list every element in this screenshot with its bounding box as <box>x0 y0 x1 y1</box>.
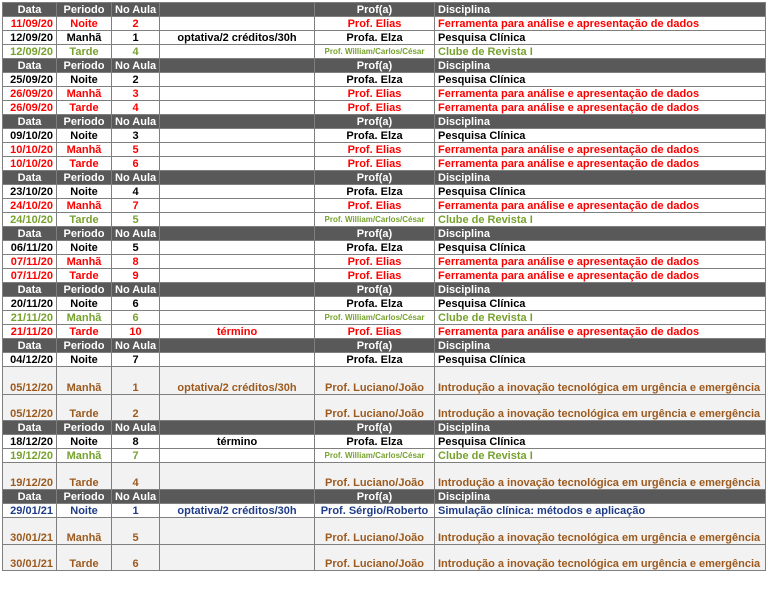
table-row <box>3 199 766 213</box>
table-row <box>3 129 766 143</box>
cell-date: 23/10/20 <box>3 185 57 199</box>
table-row <box>3 504 766 518</box>
header-row <box>3 227 766 241</box>
cell-class-number: 2 <box>112 17 160 31</box>
cell-period: Tarde <box>57 325 112 339</box>
table-row <box>3 269 766 283</box>
header-subject: Disciplina <box>435 3 766 17</box>
cell-professor: Prof. Elias <box>315 325 435 339</box>
table-row <box>3 367 766 395</box>
cell-professor: Prof. Elias <box>315 269 435 283</box>
cell-date: 21/11/20 <box>3 325 57 339</box>
header-class-number: No Aula <box>112 339 160 353</box>
header-notes <box>160 339 315 353</box>
header-date: Data <box>3 421 57 435</box>
cell-period: Manhã <box>57 31 112 45</box>
cell-date: 19/12/20 <box>3 463 57 490</box>
cell-period: Manhã <box>57 143 112 157</box>
cell-professor: Prof. Elias <box>315 255 435 269</box>
header-professor: Prof(a) <box>315 59 435 73</box>
header-period: Periodo <box>57 227 112 241</box>
cell-period: Tarde <box>57 213 112 227</box>
header-professor: Prof(a) <box>315 490 435 504</box>
cell-date: 06/11/20 <box>3 241 57 255</box>
cell-date: 05/12/20 <box>3 395 57 421</box>
cell-notes <box>160 518 315 545</box>
header-period: Periodo <box>57 490 112 504</box>
header-class-number: No Aula <box>112 59 160 73</box>
cell-notes <box>160 463 315 490</box>
cell-class-number: 9 <box>112 269 160 283</box>
header-date: Data <box>3 283 57 297</box>
header-period: Periodo <box>57 59 112 73</box>
cell-notes: optativa/2 créditos/30h <box>160 31 315 45</box>
cell-notes <box>160 297 315 311</box>
table-row <box>3 325 766 339</box>
header-notes <box>160 490 315 504</box>
cell-professor: Profa. Elza <box>315 129 435 143</box>
header-class-number: No Aula <box>112 171 160 185</box>
cell-professor: Profa. Elza <box>315 241 435 255</box>
cell-subject: Ferramenta para análise e apresentação de dados <box>435 199 766 213</box>
header-row <box>3 421 766 435</box>
header-row <box>3 59 766 73</box>
cell-class-number: 6 <box>112 157 160 171</box>
header-date: Data <box>3 227 57 241</box>
cell-notes <box>160 545 315 571</box>
header-professor: Prof(a) <box>315 421 435 435</box>
cell-date: 11/09/20 <box>3 17 57 31</box>
cell-period: Tarde <box>57 101 112 115</box>
cell-period: Noite <box>57 73 112 87</box>
cell-subject: Pesquisa Clínica <box>435 435 766 449</box>
cell-notes <box>160 87 315 101</box>
cell-professor: Prof. Luciano/João <box>315 395 435 421</box>
cell-period: Tarde <box>57 45 112 59</box>
cell-professor: Profa. Elza <box>315 73 435 87</box>
cell-class-number: 5 <box>112 143 160 157</box>
header-subject: Disciplina <box>435 490 766 504</box>
header-class-number: No Aula <box>112 421 160 435</box>
cell-notes <box>160 449 315 463</box>
cell-period: Tarde <box>57 269 112 283</box>
table-row <box>3 213 766 227</box>
table-row <box>3 297 766 311</box>
cell-subject: Introdução a inovação tecnológica em urgência e emergência <box>435 545 766 571</box>
cell-subject: Pesquisa Clínica <box>435 353 766 367</box>
header-notes <box>160 283 315 297</box>
cell-class-number: 5 <box>112 241 160 255</box>
cell-notes: término <box>160 435 315 449</box>
table-row <box>3 87 766 101</box>
cell-date: 19/12/20 <box>3 449 57 463</box>
header-subject: Disciplina <box>435 227 766 241</box>
cell-period: Noite <box>57 353 112 367</box>
cell-professor: Prof. William/Carlos/César <box>315 311 435 325</box>
cell-subject: Ferramenta para análise e apresentação de dados <box>435 325 766 339</box>
cell-professor: Prof. Elias <box>315 199 435 213</box>
cell-period: Manhã <box>57 199 112 213</box>
cell-date: 30/01/21 <box>3 518 57 545</box>
cell-period: Manhã <box>57 518 112 545</box>
cell-subject: Introdução a inovação tecnológica em urgência e emergência <box>435 463 766 490</box>
header-period: Periodo <box>57 115 112 129</box>
cell-notes <box>160 255 315 269</box>
cell-notes <box>160 129 315 143</box>
cell-professor: Prof. Elias <box>315 143 435 157</box>
header-subject: Disciplina <box>435 59 766 73</box>
cell-subject: Clube de Revista I <box>435 311 766 325</box>
header-class-number: No Aula <box>112 283 160 297</box>
cell-professor: Prof. Sérgio/Roberto <box>315 504 435 518</box>
cell-class-number: 5 <box>112 213 160 227</box>
cell-date: 29/01/21 <box>3 504 57 518</box>
cell-professor: Profa. Elza <box>315 31 435 45</box>
cell-class-number: 1 <box>112 504 160 518</box>
cell-subject: Introdução a inovação tecnológica em urgência e emergência <box>435 367 766 395</box>
cell-subject: Ferramenta para análise e apresentação de dados <box>435 101 766 115</box>
cell-subject: Clube de Revista I <box>435 449 766 463</box>
cell-period: Noite <box>57 185 112 199</box>
cell-date: 20/11/20 <box>3 297 57 311</box>
cell-subject: Ferramenta para análise e apresentação de dados <box>435 255 766 269</box>
cell-subject: Pesquisa Clínica <box>435 73 766 87</box>
cell-professor: Prof. Elias <box>315 17 435 31</box>
cell-professor: Profa. Elza <box>315 435 435 449</box>
cell-period: Noite <box>57 504 112 518</box>
cell-period: Manhã <box>57 367 112 395</box>
cell-subject: Simulação clínica: métodos e aplicação <box>435 504 766 518</box>
cell-subject: Ferramenta para análise e apresentação de dados <box>435 17 766 31</box>
cell-class-number: 1 <box>112 367 160 395</box>
cell-date: 07/11/20 <box>3 269 57 283</box>
table-row <box>3 31 766 45</box>
cell-date: 24/10/20 <box>3 213 57 227</box>
cell-class-number: 1 <box>112 31 160 45</box>
cell-date: 26/09/20 <box>3 87 57 101</box>
cell-professor: Prof. Luciano/João <box>315 545 435 571</box>
cell-subject: Introdução a inovação tecnológica em urgência e emergência <box>435 518 766 545</box>
table-row <box>3 17 766 31</box>
cell-professor: Prof. Elias <box>315 101 435 115</box>
header-date: Data <box>3 59 57 73</box>
cell-notes: optativa/2 créditos/30h <box>160 504 315 518</box>
cell-professor: Prof. Luciano/João <box>315 518 435 545</box>
cell-class-number: 2 <box>112 395 160 421</box>
header-professor: Prof(a) <box>315 3 435 17</box>
cell-professor: Prof. William/Carlos/César <box>315 213 435 227</box>
cell-professor: Profa. Elza <box>315 353 435 367</box>
header-row <box>3 339 766 353</box>
header-notes <box>160 171 315 185</box>
header-professor: Prof(a) <box>315 171 435 185</box>
header-period: Periodo <box>57 3 112 17</box>
header-professor: Prof(a) <box>315 115 435 129</box>
table-row <box>3 241 766 255</box>
cell-date: 04/12/20 <box>3 353 57 367</box>
cell-class-number: 4 <box>112 45 160 59</box>
cell-notes <box>160 157 315 171</box>
cell-class-number: 2 <box>112 73 160 87</box>
cell-class-number: 7 <box>112 449 160 463</box>
cell-date: 25/09/20 <box>3 73 57 87</box>
header-notes <box>160 59 315 73</box>
cell-subject: Pesquisa Clínica <box>435 129 766 143</box>
cell-period: Tarde <box>57 545 112 571</box>
header-subject: Disciplina <box>435 283 766 297</box>
cell-period: Manhã <box>57 87 112 101</box>
cell-class-number: 7 <box>112 199 160 213</box>
cell-date: 21/11/20 <box>3 311 57 325</box>
cell-subject: Ferramenta para análise e apresentação de dados <box>435 87 766 101</box>
cell-date: 05/12/20 <box>3 367 57 395</box>
cell-period: Tarde <box>57 157 112 171</box>
header-date: Data <box>3 171 57 185</box>
cell-class-number: 3 <box>112 87 160 101</box>
cell-date: 10/10/20 <box>3 157 57 171</box>
cell-class-number: 4 <box>112 185 160 199</box>
cell-notes <box>160 199 315 213</box>
table-row <box>3 73 766 87</box>
header-date: Data <box>3 339 57 353</box>
cell-period: Noite <box>57 435 112 449</box>
cell-professor: Profa. Elza <box>315 297 435 311</box>
header-class-number: No Aula <box>112 3 160 17</box>
table-row <box>3 395 766 421</box>
header-class-number: No Aula <box>112 115 160 129</box>
cell-period: Tarde <box>57 395 112 421</box>
table-row <box>3 143 766 157</box>
header-professor: Prof(a) <box>315 339 435 353</box>
header-row <box>3 171 766 185</box>
header-row <box>3 3 766 17</box>
cell-subject: Pesquisa Clínica <box>435 241 766 255</box>
table-row <box>3 449 766 463</box>
cell-notes <box>160 213 315 227</box>
cell-notes <box>160 269 315 283</box>
table-row <box>3 255 766 269</box>
cell-date: 09/10/20 <box>3 129 57 143</box>
cell-subject: Introdução a inovação tecnológica em urgência e emergência <box>435 395 766 421</box>
header-date: Data <box>3 490 57 504</box>
cell-subject: Clube de Revista I <box>435 45 766 59</box>
header-period: Periodo <box>57 421 112 435</box>
schedule-table <box>2 2 766 571</box>
cell-class-number: 7 <box>112 353 160 367</box>
cell-notes <box>160 73 315 87</box>
header-notes <box>160 115 315 129</box>
cell-subject: Pesquisa Clínica <box>435 297 766 311</box>
cell-notes <box>160 17 315 31</box>
cell-class-number: 6 <box>112 311 160 325</box>
cell-notes <box>160 45 315 59</box>
header-period: Periodo <box>57 339 112 353</box>
cell-subject: Pesquisa Clínica <box>435 31 766 45</box>
cell-class-number: 5 <box>112 518 160 545</box>
header-row <box>3 490 766 504</box>
cell-class-number: 4 <box>112 101 160 115</box>
cell-notes: optativa/2 créditos/30h <box>160 367 315 395</box>
header-period: Periodo <box>57 171 112 185</box>
cell-notes <box>160 353 315 367</box>
cell-date: 12/09/20 <box>3 45 57 59</box>
cell-period: Manhã <box>57 449 112 463</box>
cell-professor: Prof. William/Carlos/César <box>315 45 435 59</box>
header-professor: Prof(a) <box>315 283 435 297</box>
table-row <box>3 545 766 571</box>
cell-professor: Prof. Elias <box>315 157 435 171</box>
cell-class-number: 3 <box>112 129 160 143</box>
table-row <box>3 157 766 171</box>
header-class-number: No Aula <box>112 227 160 241</box>
cell-period: Manhã <box>57 255 112 269</box>
cell-subject: Ferramenta para análise e apresentação de dados <box>435 269 766 283</box>
cell-notes <box>160 395 315 421</box>
schedule-body <box>3 3 766 571</box>
cell-subject: Clube de Revista I <box>435 213 766 227</box>
cell-notes <box>160 143 315 157</box>
table-row <box>3 518 766 545</box>
cell-date: 07/11/20 <box>3 255 57 269</box>
header-notes <box>160 421 315 435</box>
cell-professor: Prof. Elias <box>315 87 435 101</box>
table-row <box>3 311 766 325</box>
header-class-number: No Aula <box>112 490 160 504</box>
header-subject: Disciplina <box>435 421 766 435</box>
cell-class-number: 8 <box>112 255 160 269</box>
cell-class-number: 4 <box>112 463 160 490</box>
table-row <box>3 101 766 115</box>
header-period: Periodo <box>57 283 112 297</box>
cell-class-number: 8 <box>112 435 160 449</box>
cell-period: Noite <box>57 297 112 311</box>
cell-period: Noite <box>57 241 112 255</box>
header-date: Data <box>3 115 57 129</box>
cell-period: Noite <box>57 129 112 143</box>
cell-professor: Prof. Luciano/João <box>315 463 435 490</box>
cell-class-number: 6 <box>112 297 160 311</box>
table-row <box>3 185 766 199</box>
cell-period: Tarde <box>57 463 112 490</box>
cell-notes <box>160 311 315 325</box>
table-row <box>3 45 766 59</box>
cell-notes <box>160 185 315 199</box>
cell-professor: Profa. Elza <box>315 185 435 199</box>
cell-period: Manhã <box>57 311 112 325</box>
header-notes <box>160 3 315 17</box>
header-date: Data <box>3 3 57 17</box>
cell-date: 18/12/20 <box>3 435 57 449</box>
cell-class-number: 10 <box>112 325 160 339</box>
cell-period: Noite <box>57 17 112 31</box>
cell-date: 26/09/20 <box>3 101 57 115</box>
cell-subject: Ferramenta para análise e apresentação de dados <box>435 143 766 157</box>
header-notes <box>160 227 315 241</box>
cell-date: 10/10/20 <box>3 143 57 157</box>
cell-date: 30/01/21 <box>3 545 57 571</box>
cell-professor: Prof. Luciano/João <box>315 367 435 395</box>
table-row <box>3 463 766 490</box>
cell-professor: Prof. William/Carlos/César <box>315 449 435 463</box>
cell-date: 24/10/20 <box>3 199 57 213</box>
header-subject: Disciplina <box>435 339 766 353</box>
cell-date: 12/09/20 <box>3 31 57 45</box>
header-subject: Disciplina <box>435 115 766 129</box>
cell-subject: Ferramenta para análise e apresentação de dados <box>435 157 766 171</box>
header-professor: Prof(a) <box>315 227 435 241</box>
cell-class-number: 6 <box>112 545 160 571</box>
cell-notes <box>160 241 315 255</box>
header-row <box>3 115 766 129</box>
cell-subject: Pesquisa Clínica <box>435 185 766 199</box>
header-subject: Disciplina <box>435 171 766 185</box>
cell-notes <box>160 101 315 115</box>
table-row <box>3 353 766 367</box>
header-row <box>3 283 766 297</box>
table-row <box>3 435 766 449</box>
cell-notes: término <box>160 325 315 339</box>
